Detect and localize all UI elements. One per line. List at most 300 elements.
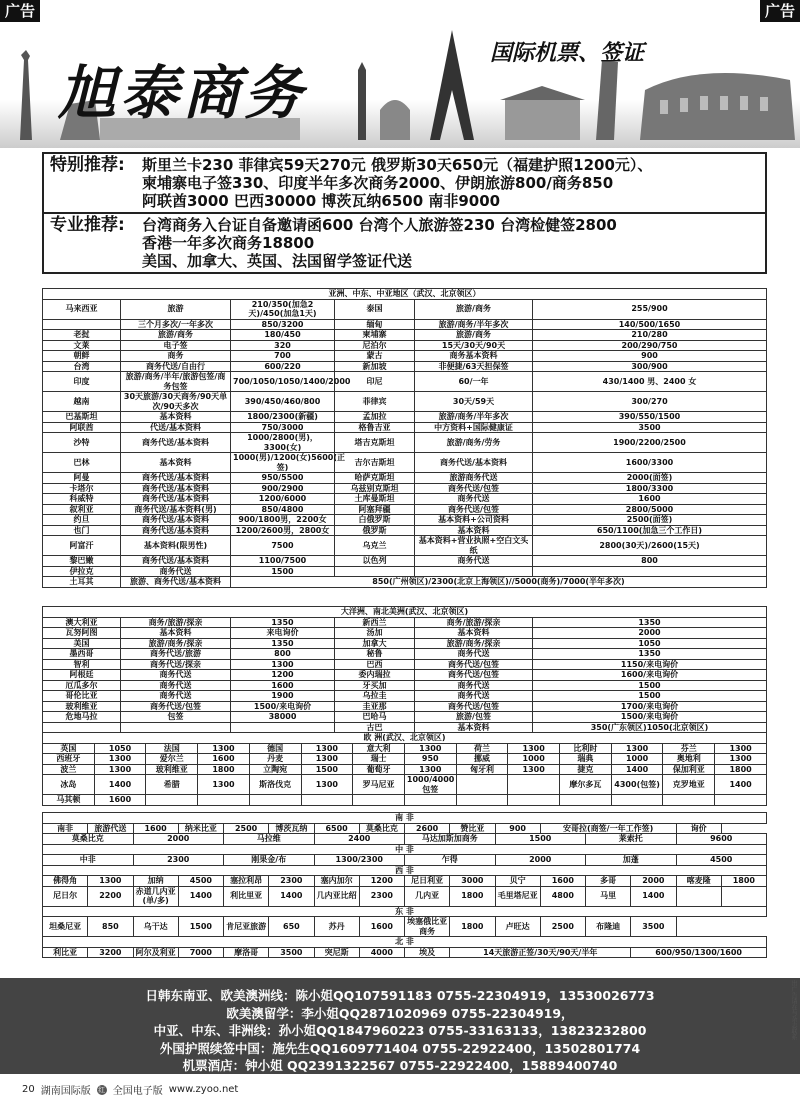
table-cell: 安哥拉(商签/一年工作签) [540, 823, 676, 834]
table-cell: 2400 [314, 834, 405, 845]
table-cell: 1500 [533, 680, 767, 691]
section-header-row [43, 865, 767, 876]
table-cell: 摩尔多瓦 [560, 775, 612, 795]
table-cell: 390/550/1500 [533, 412, 767, 423]
table-cell: 1300 [198, 743, 250, 754]
table-cell: 尼泊尔 [335, 340, 415, 351]
table-cell: 2000 [133, 834, 224, 845]
table-cell [611, 795, 663, 806]
table-cell [715, 795, 767, 806]
table-cell: 阿尔及利亚 [133, 947, 178, 958]
table-cell: 罗马尼亚 [353, 775, 405, 795]
table-cell: 土库曼斯坦 [335, 494, 415, 505]
table-row [43, 351, 767, 362]
table-cell: 2800(30天)/2600(15天) [533, 536, 767, 556]
table-cell: 140/500/1650 [533, 319, 767, 330]
pro-line: 台湾商务入台证自备邀请函600 台湾个人旅游签230 台湾检健签2800 [142, 216, 617, 234]
table-cell: 2500(面签) [533, 515, 767, 526]
table-cell: 土耳其 [43, 577, 121, 588]
table-cell: 塞拉利昂 [224, 876, 269, 887]
table-cell: 1350 [231, 617, 335, 628]
table-cell: 1400 [611, 764, 663, 775]
section-header-row [43, 733, 767, 744]
table-cell: 2500 [224, 823, 269, 834]
table-cell: 代送/基本资料 [121, 422, 231, 433]
table-cell: 4300(包签) [611, 775, 663, 795]
table-row [43, 299, 767, 319]
table-cell [415, 566, 533, 577]
table-cell: 委内瑞拉 [335, 670, 415, 681]
table-cell: 1500/来电询价 [533, 712, 767, 723]
table-cell: 800 [533, 556, 767, 567]
section-header: 西 非 [43, 865, 767, 876]
table-cell: 缅甸 [335, 319, 415, 330]
table-cell: 泰国 [335, 299, 415, 319]
table-cell: 1200 [359, 876, 404, 887]
table-row [43, 453, 767, 473]
table-cell: 1300 [301, 754, 353, 765]
table-cell: 孟加拉 [335, 412, 415, 423]
table-cell: 基本资料 [121, 453, 231, 473]
table-cell: 商务代送 [121, 566, 231, 577]
table-cell: 9600 [676, 834, 767, 845]
brand-tagline: 国际机票、签证 [490, 40, 645, 66]
page-number: 20 [22, 1084, 35, 1095]
table-cell: 900/2900 [231, 483, 335, 494]
table-cell: 300/900 [533, 361, 767, 372]
table-row [43, 638, 767, 649]
table-cell: 加拿大 [335, 638, 415, 649]
table-cell: 180/450 [231, 330, 335, 341]
special-recommend [44, 154, 765, 212]
contact-line: 外国护照续签中国：施先生QQ1609771404 0755-22922400，13502801774 [159, 1040, 641, 1056]
table-row [43, 712, 767, 723]
table-cell: 瓦努阿图 [43, 628, 121, 639]
table-cell: 乌干达 [133, 917, 178, 937]
table-row [43, 372, 767, 392]
table-row [43, 947, 767, 958]
table-row [43, 743, 767, 754]
table-cell: 旅游/商务 [415, 299, 533, 319]
table-cell: 商务代送 [415, 556, 533, 567]
table-cell: 马里 [586, 886, 631, 906]
table-cell: 苏丹 [314, 917, 359, 937]
table-cell: 阿根廷 [43, 670, 121, 681]
table-cell: 佛得角 [43, 876, 88, 887]
table-cell: 4500 [178, 876, 223, 887]
section-header: 南 非 [43, 813, 767, 824]
table-cell: 320 [231, 340, 335, 351]
table-cell: 汤加 [335, 628, 415, 639]
table-cell: 700/1050/1050/1400/2000 [231, 372, 335, 392]
table-cell: 700 [231, 351, 335, 362]
pro-label: 专业推荐: [50, 215, 125, 235]
table-cell [508, 775, 560, 795]
section-header: 中 非 [43, 844, 767, 855]
table-cell: 旅游/商务/劳务 [415, 433, 533, 453]
table-cell: 巴林 [43, 453, 121, 473]
table-row [43, 855, 767, 866]
table-cell: 60/一年 [415, 372, 533, 392]
table-cell: 科威特 [43, 494, 121, 505]
table-cell: 1600 [359, 917, 404, 937]
table-row [43, 422, 767, 433]
table-cell: 1500 [231, 566, 335, 577]
table-cell: 俄罗斯 [335, 525, 415, 536]
table-cell: 巴哈马 [335, 712, 415, 723]
table-cell: 基本资料+营业执照+空白文头纸 [415, 536, 533, 556]
table-cell: 来电询价 [231, 628, 335, 639]
table-cell: 老挝 [43, 330, 121, 341]
table-cell: 布隆迪 [586, 917, 631, 937]
table-cell: 爱尔兰 [146, 754, 198, 765]
table-cell: 几内亚比绍 [314, 886, 359, 906]
table-cell: 1100/7500 [231, 556, 335, 567]
table-cell: 210/350(加急2天)/450(加急1天) [231, 299, 335, 319]
table-cell: 3000 [450, 876, 495, 887]
table-row [43, 886, 767, 906]
table-cell: 阿联酋 [43, 422, 121, 433]
table-cell: 乌拉圭 [335, 691, 415, 702]
contact-line: 中亚、中东、非洲线：孙小姐QQ1847960223 0755-33163133，13823232800 [153, 1023, 647, 1038]
table-cell: 比利时 [560, 743, 612, 754]
table-row [43, 628, 767, 639]
site-url[interactable]: www.zyoo.net [168, 1084, 239, 1095]
table-cell: 商务代送 [121, 691, 231, 702]
table-cell: 德国 [249, 743, 301, 754]
table-cell: 旅游/商务 [415, 330, 533, 341]
table-cell: 商务代送/基本资料 [121, 433, 231, 453]
section-header-row [43, 844, 767, 855]
table-cell: 商务代送/基本资料 [415, 453, 533, 473]
table-cell: 尼日利亚 [405, 876, 450, 887]
special-line: 阿联酋3000 巴西30000 博茨瓦纳6500 南非9000 [142, 192, 501, 210]
table-cell: 3500 [269, 947, 314, 958]
table-cell: 法国 [146, 743, 198, 754]
table-cell: 1400 [178, 886, 223, 906]
table-cell: 坦桑尼亚 [43, 917, 88, 937]
table-cell: 秘鲁 [335, 649, 415, 660]
table-cell: 商务代送/包签 [121, 701, 231, 712]
table-cell [456, 775, 508, 795]
table-cell: 沙特 [43, 433, 121, 453]
table-cell: 7000 [178, 947, 223, 958]
table-cell: 900/1800男，2200女 [231, 515, 335, 526]
table-cell: 旅游/商务/探亲 [121, 638, 231, 649]
section-header: 大洋洲、南北美洲(武汉、北京领区) [43, 607, 767, 618]
table-cell: 白俄罗斯 [335, 515, 415, 526]
section-header-row [43, 289, 767, 300]
table-cell: 旅游代送 [88, 823, 133, 834]
oceania-americas-table [42, 606, 767, 733]
page-footer [22, 1082, 238, 1097]
table-cell: 保加利亚 [663, 764, 715, 775]
section-header: 北 非 [43, 937, 767, 948]
table-cell: 玻利维亚 [146, 764, 198, 775]
brand-name: 旭泰商务 [58, 59, 307, 127]
table-cell: 多哥 [586, 876, 631, 887]
table-cell: 1600/来电询价 [533, 670, 767, 681]
table-cell: 2000 [495, 855, 586, 866]
table-cell: 1300/2300 [314, 855, 405, 866]
table-cell: 利比里亚 [224, 886, 269, 906]
table-cell: 商务代送/包签 [415, 483, 533, 494]
table-cell: 包签 [121, 712, 231, 723]
table-cell: 墨西哥 [43, 649, 121, 660]
table-cell: 赞比亚 [450, 823, 495, 834]
table-cell: 30天旅游/30天商务/90天单次/90天多次 [121, 392, 231, 412]
table-cell: 旅游/包签 [415, 712, 533, 723]
special-line: 斯里兰卡230 菲律宾59天270元 俄罗斯30天650元（福建护照1200元）、 [142, 156, 653, 174]
table-cell: 1800/2300(新疆) [231, 412, 335, 423]
table-cell: 乌克兰 [335, 536, 415, 556]
table-cell: 商务代送/基本资料 [121, 556, 231, 567]
table-cell: 商务代送 [121, 670, 231, 681]
brand-banner [0, 0, 800, 148]
table-cell: 莫桑比克 [43, 834, 134, 845]
table-cell: 2300 [269, 876, 314, 887]
table-cell: 朝鲜 [43, 351, 121, 362]
table-cell: 商务代送/基本资料 [121, 473, 231, 484]
table-cell [508, 795, 560, 806]
asia-price-table [42, 288, 767, 588]
table-cell: 1350 [533, 617, 767, 628]
table-cell: 瑞士 [353, 754, 405, 765]
table-cell: 南非 [43, 823, 88, 834]
table-cell: 1500 [533, 691, 767, 702]
table-cell: 卢旺达 [495, 917, 540, 937]
table-cell: 波兰 [43, 764, 95, 775]
table-cell: 1800 [450, 917, 495, 937]
table-cell: 非便捷/63天担保签 [415, 361, 533, 372]
table-row [43, 691, 767, 702]
table-cell: 以色列 [335, 556, 415, 567]
table-cell: 1500 [178, 917, 223, 937]
table-cell: 印尼 [335, 372, 415, 392]
table-row [43, 876, 767, 887]
table-cell: 旅游/商务/半年/旅游包签/商务包签 [121, 372, 231, 392]
table-cell: 莱索托 [586, 834, 677, 845]
table-cell: 商务代送/基本资料 [121, 515, 231, 526]
table-row [43, 330, 767, 341]
table-cell: 商务基本资料 [415, 351, 533, 362]
side-note: 出广告请在与杂志联系 [790, 980, 797, 1040]
contact-line: 日韩东南亚、欧美澳洲线：陈小姐QQ107591183 0755-22304919，13530026773 [145, 988, 655, 1003]
table-row [43, 525, 767, 536]
table-cell: 加蓬 [586, 855, 677, 866]
table-cell: 1000 [508, 754, 560, 765]
table-cell: 伊拉克 [43, 566, 121, 577]
table-cell: 1600/3300 [533, 453, 767, 473]
table-cell [676, 886, 721, 906]
table-row [43, 340, 767, 351]
table-cell: 1900/2200/2500 [533, 433, 767, 453]
table-cell: 750/3000 [231, 422, 335, 433]
section-header: 东 非 [43, 906, 767, 917]
table-cell: 新加坡 [335, 361, 415, 372]
table-cell: 克罗地亚 [663, 775, 715, 795]
table-cell: 文莱 [43, 340, 121, 351]
table-row [43, 617, 767, 628]
section-header-row [43, 937, 767, 948]
table-cell: 15天/30天/90天 [415, 340, 533, 351]
table-cell: 阿富汗 [43, 536, 121, 556]
table-cell: 哈萨克斯坦 [335, 473, 415, 484]
table-cell: 3200 [88, 947, 133, 958]
table-cell: 希腊 [146, 775, 198, 795]
table-cell: 1700/来电询价 [533, 701, 767, 712]
table-cell: 加纳 [133, 876, 178, 887]
table-cell: 询价 [676, 823, 721, 834]
table-cell: 柬埔寨 [335, 330, 415, 341]
table-cell: 2300 [359, 886, 404, 906]
table-cell: 1600 [94, 795, 146, 806]
table-row [43, 764, 767, 775]
contact-panel [0, 978, 800, 1074]
table-row [43, 823, 767, 834]
section-header: 欧 洲(武汉、北京领区) [43, 733, 767, 744]
table-cell: 1300 [94, 764, 146, 775]
table-cell: 挪威 [456, 754, 508, 765]
table-cell: 商务代送 [415, 649, 533, 660]
table-row [43, 494, 767, 505]
table-cell: 38000 [231, 712, 335, 723]
table-cell: 1300 [508, 743, 560, 754]
table-cell: 200/290/750 [533, 340, 767, 351]
table-cell: 牙买加 [335, 680, 415, 691]
table-cell: 基本资料 [415, 628, 533, 639]
table-cell: 1800 [715, 764, 767, 775]
table-cell: 旅游/商务/探亲 [415, 638, 533, 649]
table-cell: 黎巴嫩 [43, 556, 121, 567]
table-cell: 商务代送 [121, 680, 231, 691]
table-cell: 2600 [405, 823, 450, 834]
table-cell [231, 722, 335, 733]
table-row [43, 566, 767, 577]
table-cell: 意大利 [353, 743, 405, 754]
table-cell: 1300 [88, 876, 133, 887]
table-cell: 1300 [611, 743, 663, 754]
table-cell: 三个月多次/一年多次 [121, 319, 231, 330]
table-cell: 蒙古 [335, 351, 415, 362]
table-cell: 800 [231, 649, 335, 660]
table-cell [353, 795, 405, 806]
table-cell: 1400 [94, 775, 146, 795]
table-cell: 美国 [43, 638, 121, 649]
table-cell: 1500 [301, 764, 353, 775]
table-cell: 也门 [43, 525, 121, 536]
table-row [43, 319, 767, 330]
table-cell: 乍得 [405, 855, 496, 866]
table-cell: 1150/来电询价 [533, 659, 767, 670]
table-row [43, 515, 767, 526]
table-cell [146, 795, 198, 806]
table-row [43, 670, 767, 681]
table-cell: 4000 [359, 947, 404, 958]
table-cell: 基本资料 [415, 525, 533, 536]
table-cell: 1600 [133, 823, 178, 834]
table-cell: 旅游/商务/半年多次 [415, 412, 533, 423]
table-cell [43, 722, 121, 733]
table-cell: 台湾 [43, 361, 121, 372]
table-row [43, 473, 767, 484]
table-cell: 1300 [715, 743, 767, 754]
table-cell [560, 795, 612, 806]
table-cell: 1800 [721, 876, 766, 887]
table-cell: 商务代送/基本资料 [121, 483, 231, 494]
table-cell: 基本资料+公司资料 [415, 515, 533, 526]
pro-line: 香港一年多次商务18800 [142, 234, 315, 252]
table-cell: 850(广州领区)/2300(北京上海领区)//5000(商务)/7000(半年多次) [231, 577, 767, 588]
table-cell: 850/3200 [231, 319, 335, 330]
table-cell [121, 722, 231, 733]
table-cell: 商务代送/自由行 [121, 361, 231, 372]
table-cell: 西班牙 [43, 754, 95, 765]
table-cell: 255/900 [533, 299, 767, 319]
table-cell: 350(广东领区)1050(北京领区) [533, 722, 767, 733]
red-badge-icon: 红 [98, 1085, 106, 1094]
table-cell: 430/1400 男、2400 女 [533, 372, 767, 392]
table-cell: 冰岛 [43, 775, 95, 795]
table-cell: 2300 [133, 855, 224, 866]
contact-line: 欧美澳留学：李小姐QQ2871020969 0755-22304919， [226, 1005, 574, 1021]
table-cell: 300/270 [533, 392, 767, 412]
table-cell: 赤道几内亚(单/多) [133, 886, 178, 906]
table-cell: 旅游/商务/半年多次 [415, 319, 533, 330]
table-cell: 印度 [43, 372, 121, 392]
table-cell: 中方资料+国际健康证 [415, 422, 533, 433]
table-cell: 商务 [121, 351, 231, 362]
table-cell: 马拉维 [224, 834, 315, 845]
table-cell: 马来西亚 [43, 299, 121, 319]
table-cell: 2000 [533, 628, 767, 639]
table-cell: 巴基斯坦 [43, 412, 121, 423]
table-cell: 1500/来电询价 [231, 701, 335, 712]
table-cell: 1300 [231, 659, 335, 670]
table-row [43, 795, 767, 806]
table-cell: 1300 [508, 764, 560, 775]
table-cell [663, 795, 715, 806]
table-cell: 1600 [198, 754, 250, 765]
section-header-row [43, 813, 767, 824]
table-cell: 旅游商务代送 [415, 473, 533, 484]
table-cell: 商务代送 [415, 680, 533, 691]
table-cell [456, 795, 508, 806]
table-cell: 基本资料 [415, 722, 533, 733]
table-cell: 约旦 [43, 515, 121, 526]
table-row [43, 834, 767, 845]
table-row [43, 775, 767, 795]
table-cell: 850/4800 [231, 504, 335, 515]
table-cell: 贝宁 [495, 876, 540, 887]
table-cell [198, 795, 250, 806]
table-cell: 马达加斯加商务 [405, 834, 496, 845]
table-cell: 商务代送/基本资料 [121, 525, 231, 536]
table-cell [335, 566, 415, 577]
table-cell: 商务代送/探亲 [121, 659, 231, 670]
table-cell: 突尼斯 [314, 947, 359, 958]
table-cell: 吉尔吉斯坦 [335, 453, 415, 473]
table-cell: 1000/2800(男)，3300(女) [231, 433, 335, 453]
table-cell: 新西兰 [335, 617, 415, 628]
table-cell: 奥地利 [663, 754, 715, 765]
table-cell: 摩洛哥 [224, 947, 269, 958]
table-cell: 7500 [231, 536, 335, 556]
table-cell: 商务代送/包签 [415, 659, 533, 670]
table-cell: 玻利维亚 [43, 701, 121, 712]
table-cell: 格鲁吉亚 [335, 422, 415, 433]
table-cell: 1000 [611, 754, 663, 765]
